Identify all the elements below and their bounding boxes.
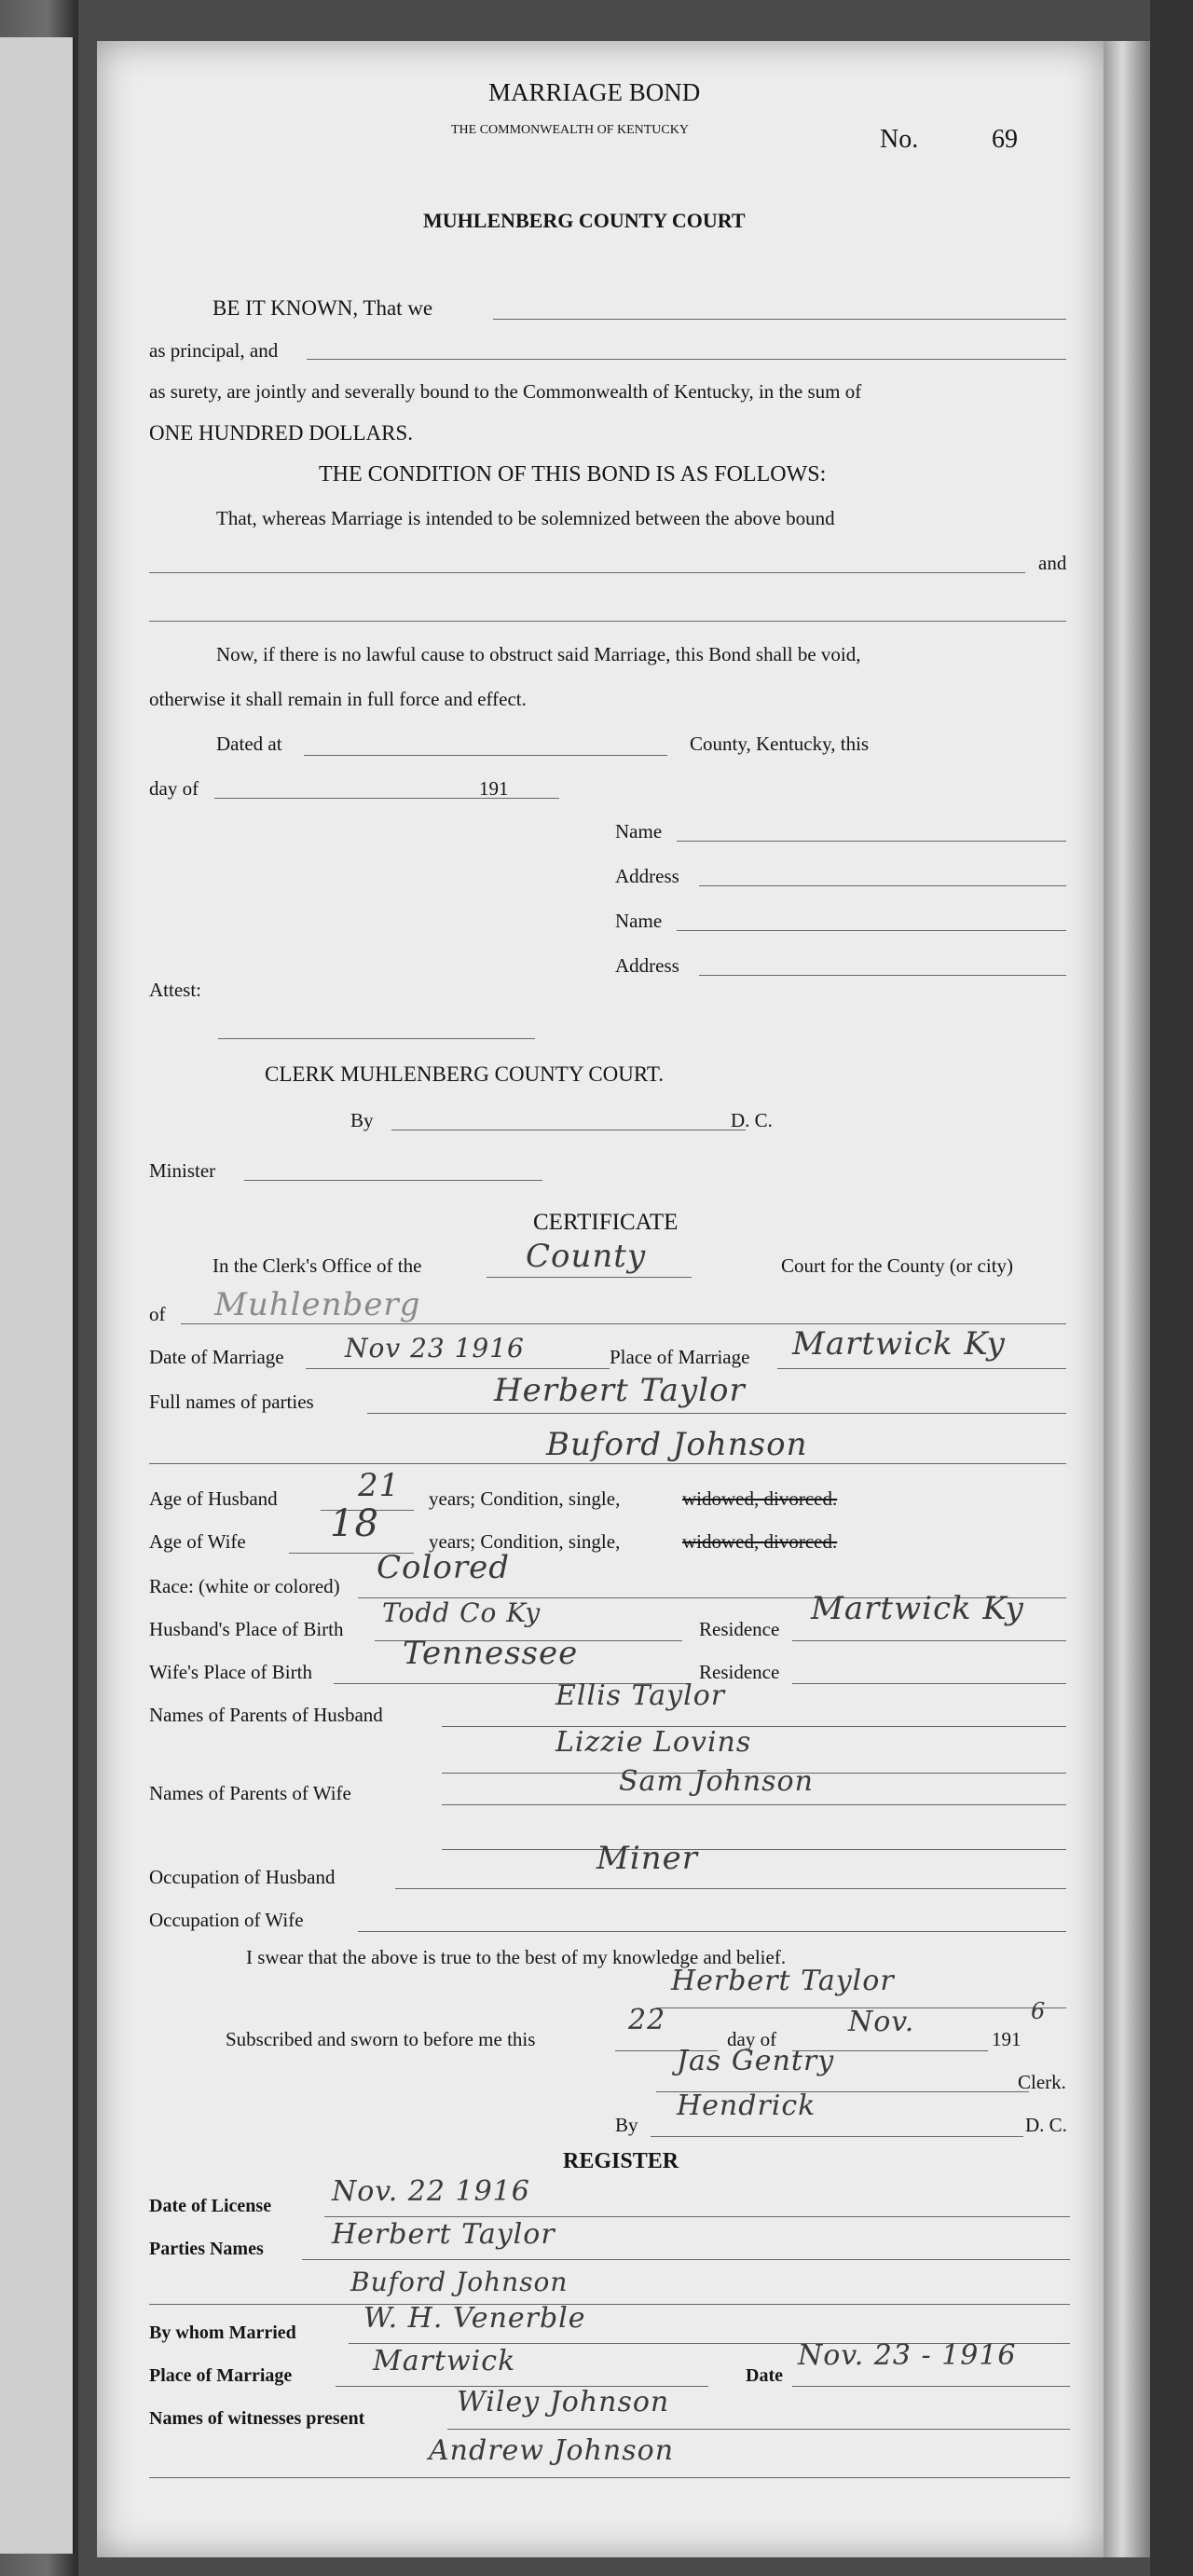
adjacent-page [0, 37, 75, 2554]
attest-line [218, 1038, 535, 1039]
parents-wife-handwritten: Sam Johnson [619, 1765, 814, 1798]
date-of-marriage-handwritten: Nov 23 1916 [345, 1333, 525, 1363]
subscribed-label: Subscribed and sworn to before me this [226, 2028, 536, 2050]
and-label: and [1038, 552, 1067, 574]
age-husband-handwritten: 21 [358, 1467, 401, 1504]
address-label-1: Address [615, 865, 679, 887]
parties-line-1 [149, 572, 1025, 573]
affiant-signature-handwritten: Herbert Taylor [671, 1965, 895, 1997]
attest-label: Attest: [149, 979, 201, 1001]
dc-signature-handwritten: Hendrick [677, 2090, 816, 2122]
principal-line [307, 359, 1066, 360]
swear-statement: I swear that the above is true to the best of my knowledge and belief. [246, 1946, 787, 1968]
name-label-2: Name [615, 910, 663, 932]
race-label: Race: (white or colored) [149, 1575, 340, 1597]
party2-line [149, 1463, 1066, 1464]
court-heading: MUHLENBERG COUNTY COURT [423, 209, 746, 232]
occupation-husband-label: Occupation of Husband [149, 1866, 336, 1888]
court-name-line [487, 1277, 692, 1278]
register-place-handwritten: Martwick [373, 2345, 516, 2377]
dc-signature-line [651, 2136, 1023, 2137]
be-it-known: BE IT KNOWN, That we [213, 296, 433, 320]
dc-label: D. C. [731, 1109, 773, 1131]
bond-number: 69 [992, 125, 1018, 154]
in-clerks-office-label: In the Clerk's Office of the [213, 1254, 422, 1277]
register-date-line [792, 2386, 1070, 2387]
wife-residence-label: Residence [699, 1661, 780, 1683]
party1-line [367, 1413, 1066, 1414]
parents-wife-line-2 [442, 1849, 1066, 1850]
now-if-text: Now, if there is no lawful cause to obstruct said Marriage, this Bond shall be void, [216, 643, 861, 665]
husband-residence-line [792, 1640, 1066, 1641]
surety-text: as surety, are jointly and severally bound to the Commonwealth of Kentucky, in the sum of [149, 380, 862, 403]
parties-names-label: Parties Names [149, 2239, 264, 2259]
address-label-2: Address [615, 954, 679, 977]
witness2-handwritten: Andrew Johnson [429, 2434, 675, 2467]
day-of-label: day of [149, 777, 199, 800]
widowed-divorced-1: widowed, divorced. [682, 1487, 838, 1510]
husband-birth-handwritten: Todd Co Ky [382, 1597, 542, 1628]
subscribed-year-suffix: 6 [1031, 1998, 1047, 2024]
wife-birth-handwritten: Tennessee [403, 1635, 579, 1672]
parents-husband-label: Names of Parents of Husband [149, 1704, 383, 1726]
witnesses-line-2 [149, 2477, 1070, 2478]
age-wife-handwritten: 18 [330, 1502, 379, 1545]
husband-residence-label: Residence [699, 1618, 780, 1640]
wife-residence-line [792, 1683, 1066, 1684]
age-wife-label: Age of Wife [149, 1530, 246, 1553]
name-label-1: Name [615, 820, 663, 843]
county-ky-label: County, Kentucky, this [690, 733, 870, 755]
widowed-divorced-2: widowed, divorced. [682, 1530, 838, 1553]
register-party2-handwritten: Buford Johnson [350, 2267, 569, 2297]
occupation-husband-line [395, 1888, 1066, 1889]
by-label: By [350, 1109, 374, 1131]
full-names-label: Full names of parties [149, 1391, 314, 1413]
principal-label: as principal, and [149, 339, 279, 362]
whereas-text: That, whereas Marriage is intended to be solemnized between the above bound [216, 507, 835, 529]
by-whom-married-label: By whom Married [149, 2323, 296, 2343]
age-husband-label: Age of Husband [149, 1487, 278, 1510]
register-place-label: Place of Marriage [149, 2365, 293, 2386]
name-line-1 [677, 841, 1066, 842]
date-of-license-label: Date of License [149, 2196, 272, 2216]
parents-wife-line-1 [442, 1804, 1066, 1805]
clerk-court-label: CLERK MUHLENBERG COUNTY COURT. [265, 1062, 664, 1086]
clerk-label: Clerk. [1018, 2071, 1066, 2093]
clerk-signature-handwritten: Jas Gentry [677, 2045, 835, 2077]
names-line [493, 319, 1066, 320]
husband-birth-label: Husband's Place of Birth [149, 1618, 344, 1640]
parties-line-2 [149, 621, 1066, 622]
register-heading: REGISTER [563, 2149, 679, 2173]
subscribed-year-prefix: 191 [992, 2028, 1022, 2050]
place-of-marriage-line [777, 1368, 1066, 1369]
party1-handwritten: Herbert Taylor [494, 1372, 746, 1409]
place-of-marriage-label: Place of Marriage [610, 1346, 750, 1368]
document-edge [1104, 41, 1150, 2557]
parents-husband-handwritten-1: Ellis Taylor [555, 1679, 726, 1712]
occupation-wife-line [358, 1931, 1066, 1932]
register-date-label: Date [746, 2365, 783, 2386]
witnesses-label: Names of witnesses present [149, 2408, 365, 2429]
race-handwritten: Colored [377, 1549, 510, 1586]
document-subtitle: THE COMMONWEALTH OF KENTUCKY [451, 123, 689, 137]
by-whom-married-handwritten: W. H. Venerble [363, 2302, 586, 2335]
year-191-label: 191 [479, 777, 509, 800]
place-of-marriage-handwritten: Martwick Ky [792, 1325, 1006, 1363]
parties-names-line-2 [149, 2304, 1070, 2305]
document-title: MARRIAGE BOND [488, 78, 701, 106]
condition-heading: THE CONDITION OF THIS BOND IS AS FOLLOWS: [319, 462, 827, 486]
certificate-heading: CERTIFICATE [533, 1210, 679, 1235]
otherwise-text: otherwise it shall remain in full force and effect. [149, 688, 527, 710]
register-date-handwritten: Nov. 23 - 1916 [798, 2339, 1017, 2372]
dc-by-label: By [615, 2114, 638, 2136]
witnesses-line-1 [447, 2429, 1070, 2430]
address-line-1 [699, 885, 1066, 886]
subscribed-month-handwritten: Nov. [848, 2006, 915, 2038]
court-name-handwritten: County [526, 1238, 647, 1275]
dated-at-line [304, 755, 667, 756]
occupation-wife-label: Occupation of Wife [149, 1909, 304, 1931]
parents-husband-line-1 [442, 1726, 1066, 1727]
court-for-county-label: Court for the County (or city) [781, 1254, 1014, 1277]
occupation-husband-handwritten: Miner [596, 1840, 698, 1877]
subscribed-day-handwritten: 22 [628, 2004, 666, 2036]
wife-birth-label: Wife's Place of Birth [149, 1661, 312, 1683]
dc-suffix-label: D. C. [1025, 2114, 1067, 2136]
condition-label-2: years; Condition, single, [429, 1530, 621, 1553]
county-line [181, 1323, 1066, 1324]
address-line-2 [699, 975, 1066, 976]
date-of-marriage-label: Date of Marriage [149, 1346, 284, 1368]
date-of-license-line [324, 2216, 1070, 2217]
bond-amount: ONE HUNDRED DOLLARS. [149, 421, 414, 445]
parents-wife-label: Names of Parents of Wife [149, 1782, 351, 1804]
date-of-license-handwritten: Nov. 22 1916 [332, 2175, 530, 2208]
county-handwritten: Muhlenberg [214, 1286, 421, 1323]
minister-label: Minister [149, 1159, 216, 1182]
scan-background [1150, 0, 1193, 2576]
condition-label-1: years; Condition, single, [429, 1487, 621, 1510]
minister-line [244, 1180, 542, 1181]
husband-residence-handwritten: Martwick Ky [811, 1590, 1024, 1627]
witness1-handwritten: Wiley Johnson [457, 2386, 670, 2418]
marriage-bond-document [97, 41, 1104, 2557]
subscribed-day-of-label: day of [727, 2028, 777, 2050]
date-of-marriage-line [306, 1368, 610, 1369]
number-label: No. [880, 125, 919, 154]
name-line-2 [677, 930, 1066, 931]
parties-names-line-1 [302, 2259, 1070, 2260]
parents-husband-handwritten-2: Lizzie Lovins [555, 1726, 752, 1759]
register-party1-handwritten: Herbert Taylor [332, 2218, 555, 2251]
dated-at-label: Dated at [216, 733, 282, 755]
of-label: of [149, 1303, 166, 1325]
party2-handwritten: Buford Johnson [546, 1426, 808, 1463]
